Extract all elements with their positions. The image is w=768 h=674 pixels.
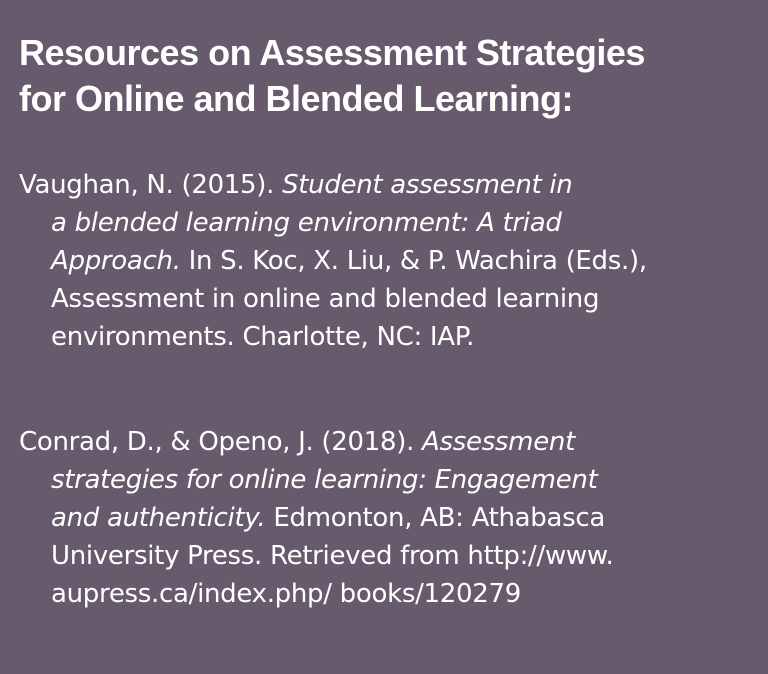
reference-line bbox=[19, 423, 759, 461]
reference-conrad-openo bbox=[19, 423, 759, 613]
reference-italic-text: Approach. bbox=[51, 246, 181, 276]
reference-text: Assessment in online and blended learning bbox=[51, 284, 600, 314]
reference-italic-text: a blended learning environment: A triad bbox=[51, 208, 562, 238]
reference-text: In S. Koc, X. Liu, & P. Wachira (Eds.), bbox=[180, 246, 647, 276]
reference-line bbox=[19, 204, 759, 242]
reference-line bbox=[19, 318, 759, 356]
slide-title-line-2: for Online and Blended Learning: bbox=[19, 78, 574, 119]
slide-title-line-1: Resources on Assessment Strategies bbox=[19, 32, 645, 73]
reference-text: aupress.ca/index.php/ books/120279 bbox=[51, 579, 522, 609]
reference-italic-text: Student assessment in bbox=[282, 170, 573, 200]
reference-text: Edmonton, AB: Athabasca bbox=[265, 503, 606, 533]
reference-line bbox=[19, 499, 759, 537]
reference-italic-text: Assessment bbox=[422, 427, 575, 457]
reference-line bbox=[19, 537, 759, 575]
reference-line bbox=[19, 461, 759, 499]
reference-text: environments. Charlotte, NC: IAP. bbox=[51, 322, 475, 352]
reference-italic-text: and authenticity. bbox=[51, 503, 266, 533]
slide-title bbox=[19, 30, 749, 122]
reference-line bbox=[19, 575, 759, 613]
reference-line bbox=[19, 242, 759, 280]
reference-line bbox=[19, 280, 759, 318]
reference-text: Conrad, D., & Openo, J. (2018). bbox=[19, 427, 423, 457]
reference-text: Vaughan, N. (2015). bbox=[19, 170, 283, 200]
reference-text: University Press. Retrieved from http://www. bbox=[51, 541, 614, 571]
reference-line bbox=[19, 166, 759, 204]
reference-vaughan bbox=[19, 166, 759, 356]
reference-italic-text: strategies for online learning: Engagement bbox=[51, 465, 598, 495]
